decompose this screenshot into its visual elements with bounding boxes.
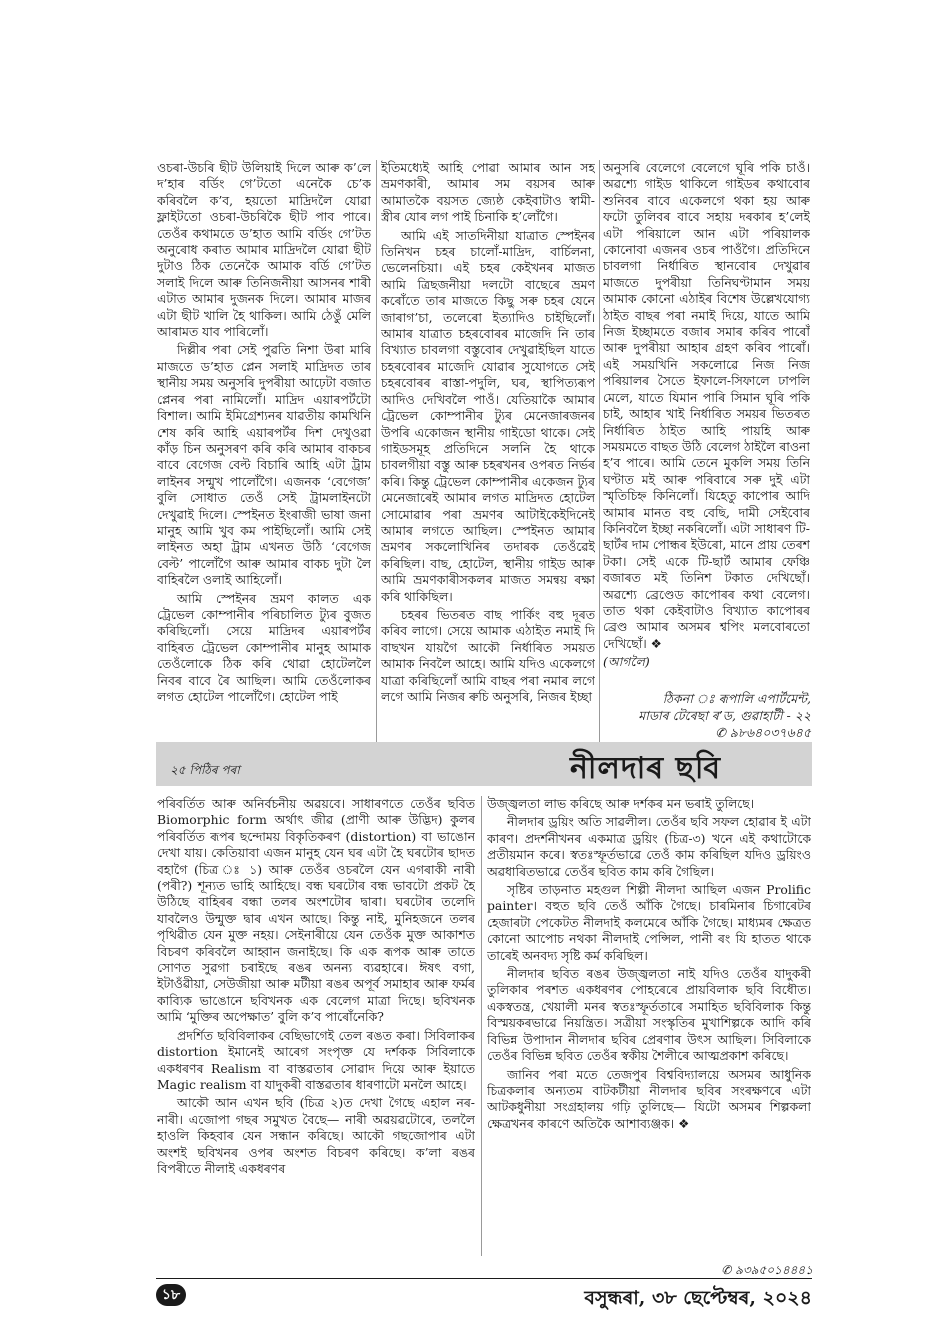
footer-rule [156, 1278, 812, 1279]
paragraph: ওচৰা-উচৰি ছীট উলিয়াই দিলে আৰু ক’লে দ’হাৰ বৰ্ডিং গে’টতো এনেকৈ চে’ক কৰিবলৈ ক’ব, হয়তো মাদ্রিদলৈ যোৱা ফ্লাইটতো ওচৰা-উচৰিকৈ ছীট পাব পাৰে। তেওঁৰ কথামতে ড’হাত আমি বৰ্ডিং গে’টত অনুৰোধ কৰাত আমাৰ মাদ্রিদলৈ যোৱা ছীট দুটাও ঠিক তেনেকৈ আমাক বৰ্ডি গে’টত সলাই দিলে আৰু তিনিজনীয়া আসনৰ শাৰী এটাত আমাৰ দুজনক দিলে। আমাৰ মাজৰ এটা ছীট খালি হৈ থাকিল। আমি ঠেঙুঁ মেলি আৰামত যাব পাৰিলোঁ। [157, 160, 371, 340]
paragraph: নীলদাৰ ড্রয়িং অতি সাৱলীল। তেওঁৰ ছবি সফল হোৱাৰ ই এটা কাৰণ। প্রদৰ্শনীখনৰ একমাত্র ড্রয়িং (চিত্র-৩) খনে এই কথাটোকে প্রতীয়মান কৰে। স্বতঃস্ফূৰ্তভাৱে তেওঁ কাম কৰিছিল যদিও ড্রয়িংও অৱধাৰিতভাৱে তেওঁৰ ছবিত কাম কৰি গৈছিল। [487, 814, 811, 879]
article-column-1 [157, 160, 371, 750]
column-divider [481, 796, 482, 1256]
continued-note: (আগলৈ) [603, 654, 650, 670]
paragraph: অনুসৰি বেলেগে বেলেগে ঘূৰি পকি চাওঁ। অৱশ্যে গাইড থাকিলে গাইডৰ কথাবোৰ শুনিবৰ বাবে একেলগে থকা হয় আৰু ফটো তুলিবৰ বাবে সহায় দৰকাৰ হ’লেই এটা পৰিয়ালে আন এটা পৰিয়ালক কোনোবা এজনৰ ওচৰ পাওঁগৈ। প্রতিদিনে চাবলগা নিৰ্ধাৰিত স্থানবোৰ দেখুৱাৰ মাজতে দুপৰীয়া তিনিঘণ্টামান সময় আমাক কোনো এঠাইৰ বিশেষ উল্লেখযোগ্য ঠাইত বাছৰ পৰা নমাই দিয়ে, যাতে আমি নিজ ইচ্ছামতে বজাৰ সমাৰ কৰিব পাৰোঁ আৰু দুপৰীয়া আহাৰ গ্ৰহণ কৰিব পাৰোঁ। এই সময়খিনি সকলোৱে নিজ নিজ পৰিয়ালৰ সৈতে ইফালে-সিফালে ঢাপলি মেলে, যাতে যিমান পাৰি সিমান ঘূৰি পকি চাই, আহাৰ খাই নিৰ্ধাৰিত সময়ৰ ভিতৰত নিৰ্ধাৰিত ঠাইত আহি পায়হি আৰু সময়মতে বাছত উঠি বেলেগ ঠাইলৈ ৰাওনা হ’ব পাৰে। আমি তেনে মুকলি সময় তিনি ঘণ্টাত মই আৰু পৰিবাৰে সৰু দুই এটা স্মৃতিচিহ্ন কিনিলোঁ। যিহেতু কাপোৰ আদি আমাৰ মানত বহু বেছি, দামী সেইবোৰ কিনিবলৈ ইচ্ছা নকৰিলোঁ। এটা সাধাৰণ টি-ছাৰ্টৰ দাম পোন্ধৰ ইউৰো, মানে প্রায় তেৰশ টকা। সেই একে টি-ছাৰ্ট আমাৰ ফেঞ্চি বজাৰত মই তিনিশ টকাত দেখিছোঁ। অৱশ্যে ব্রেণ্ডেড কাপোৰৰ কথা বেলেগ। তাত থকা কেইবাটাও বিখ্যাত কাপোৰৰ ব্রেণ্ড আমাৰ অসমৰ শ্বপিং মলবোৰতো দেখিছোঁ। ❖ [603, 160, 810, 651]
paragraph: দিল্লীৰ পৰা সেই পুৱতি নিশা উৰা মাৰি মাজতে ড’হাত প্লেন সলাই মাদ্রিদত তাৰ স্থানীয় সময় অনুসৰি দুপৰীয়া আঢ়েটা বজাত প্লেনৰ পৰা নামিলোঁ। মাদ্রিদ এয়াৰপৰ্টটো বিশাল। আমি ইমিগ্রেশ্যনৰ যাৱতীয় কামখিনি শেষ কৰি আহি এয়াৰপৰ্টৰ দিশ দেখুওৱা কাঁড় চিন অনুসৰণ কৰি কৰি আমাৰ বাকচৰ বাবে বেগেজ বেল্ট বিচাৰি আহি এটা ট্রাম লাইনৰ সন্মুখ পালোঁগৈ। এজনক ‘বেগেজ’ বুলি সোধাত তেওঁ সেই ট্রামলাইনটো দেখুৱাই দিলে। স্পেইনত ইংৰাজী ভাষা জনা মানুহ আমি খুব কম পাইছিলোঁ। আমি সেই লাইনত অহা ট্রাম এখনত উঠি ‘বেগেজ বেল্ট’ পালোঁগৈ আৰু আমাৰ বাকচ দুটা লৈ বাহিৰলৈ ওলাই আহিলোঁ। [157, 342, 371, 588]
author-phone: ✆ ৯৩৯৫০১৪৪৪১ [721, 1263, 813, 1277]
paragraph: আকৌ আন এখন ছবি (চিত্র ২)ত দেখা গৈছে এহাল নৰ-নাৰী। এজোপা গছৰ সমুখত বৈছে— নাৰী অৱয়ৱটোৰে, তললৈ হাওলি কিহবাৰ যেন সন্ধান কৰিছে। আকৌ গছজোপাৰ এটা অংশই ছবিখনৰ ওপৰ অংশত বিচৰণ কৰিছে। ক’লা ৰঙৰ বিপৰীতে নীলাই একধৰণৰ [157, 1095, 475, 1176]
author-address [603, 690, 811, 741]
paragraph: প্রদৰ্শিত ছবিবিলাকৰ বেছিভাগেই তেল ৰঙত কৰা। সিবিলাকৰ distortion ইমানেই আৰেগ সংপৃক্ত যে দৰ্শকক সিবিলাকে একধৰণৰ Realism বা বাস্তৱতাৰ সোৱাদ দিয়ে আৰু ইয়াতে Magic realism বা যাদুকৰী বাস্তৱতাৰ ধাৰণাটো মনলৈ আহে। [157, 1027, 475, 1092]
address-line: মাডাৰ টেৰেছা ৰ’ড, গুৱাহাটী - ২২ [638, 708, 811, 723]
article-column-2 [381, 160, 595, 750]
paragraph: জানিব পৰা মতে তেজপুৰ বিশ্ববিদ্যালয়ে অসমৰ আধুনিক চিত্রকলাৰ অন্যতম বাটকটীয়া নীলদাৰ ছবিৰ সংৰক্ষণৰে এটা আটকধুনীয়া সংগ্ৰহালয় গঢ়ি তুলিছে— যিটো অসমৰ শিল্পকলা ক্ষেত্ৰখনৰ কাৰণে অতিকৈ আশাব্যঞ্জক। ❖ [487, 1066, 811, 1131]
paragraph: সৃষ্টিৰ তাড়নাত মহগুল শিল্পী নীলদা আছিল এজন Prolific painter। বহুত ছবি তেওঁ আঁকি গৈছে। চাৰমিনাৰ চিগাৰেটৰ হেজাৰটা পেকেটত নীলদাই কলমেৰে আঁকি গৈছে। মাধ্যমৰ ক্ষেত্রত কোনো আপোচ নথকা নীলদাই পেন্সিল, পানী ৰং যি হাতত থাকে তাৰেই অনবদ্য সৃষ্টি কৰ্ম কৰিছিল। [487, 882, 811, 963]
page-number: ১৮ [156, 1284, 186, 1306]
paragraph: ইতিমধ্যেই আহি পোৱা আমাৰ আন সহ ভ্ৰমণকাৰী, আমাৰ সম বয়সৰ আৰু আমাতকৈ বয়সত জ্যেষ্ঠ কেইবাটাও স্বামী-স্ত্রীৰ যোৰ লগ পাই চিনাকি হ’লোঁগৈ। [381, 160, 595, 225]
article-column-3 [603, 160, 810, 680]
address-line: ঠিকনা ঃ ৰূপালি এপাৰ্টমেন্ট, [662, 691, 811, 706]
publication-footer: বসুন্ধৰা, ৩৮ ছেপ্টেম্বৰ, ২০২৪ [584, 1287, 812, 1309]
paragraph: পৰিবৰ্তিত আৰু অনিৰ্বচনীয় অৱয়বে। সাধাৰণতে তেওঁৰ ছবিত Biomorphic form অৰ্থাৎ জীৱ (প্রাণী আৰু উদ্ভিদ) কুলৰ পৰিবৰ্তিত ৰূপৰ ছন্দোময় বিকৃতিকৰণ (distortion) বা ভাঙোন দেখা যায়। কেতিয়াবা এজন মানুহ যেন ঘৰ এটা হৈ ঘৰটোৰ ছাদত বহাগৈ (চিত্র ঃ ১) আৰু তেওঁৰ ওচৰলৈ যেন এগৰাকী নাৰী (পৰী?) শূন্যত ভাহি আহিছে। বন্ধ ঘৰটোৰ বন্ধ ভাবটো প্রকট হৈ উঠিছে বাহিৰৰ বন্ধা তলৰ অংশটোৰ দ্বাৰা। ঘৰটোৰ তলেদি যাবলৈও উন্মুক্ত দ্বাৰ এখন আছে। কিন্তু নাই, মুনিহজনে তলৰ পৃথিৱীত যেন মুক্ত নহয়। সেইনাৰীয়ে যেন তেওঁক মুক্ত আকাশত বিচৰণ কৰিবলৈ আহ্বান জনাইছে। কি এক ৰূপক আৰু তাতে সোণত সুৱগা চৰাইছে ৰঙৰ অনন্য ব্যৱহাৰে। ঈষৎ বগা, ইটাওঁৱীয়া, সেউজীয়া আৰু মটীয়া ৰঙৰ অপূৰ্ব সমাহাৰ আৰু ফৰ্মৰ কাব্যিক ভাঙোনে ছবিখনক এক বেলেগ মাত্রা দিছে। ছবিখনক আমি ‘মুক্তিৰ অপেক্ষাত’ বুলি ক’ব পাৰোঁনেকি? [157, 796, 475, 1025]
author-phone: ✆ ৯৮৬৪০৩৭৬৪৫ [715, 725, 811, 740]
article-title: নীলদাৰ ছবি [570, 751, 722, 786]
column-divider [599, 160, 600, 742]
column-divider [376, 160, 377, 742]
article-column-4 [157, 796, 475, 1256]
article-banner [156, 742, 812, 786]
paragraph: আমি স্পেইনৰ ভ্ৰমণ কালত এক ট্রেভেল কোম্পানীৰ পৰিচালিত ট্যুৰ বুজত কৰিছিলোঁ। সেয়ে মাদ্রিদৰ এয়াৰপৰ্টৰ বাহিৰত ট্রেভেল কোম্পানীৰ মানুহ আমাক তেওঁলোকে ঠিক কৰি থোৱা হোটেললৈ নিবৰ বাবে ৰৈ আছিল। আমি তেওঁলোকৰ লগত হোটেল পালোঁগৈ। হোটেল পাই [157, 590, 371, 704]
paragraph: আমি এই সাতদিনীয়া যাত্রাত স্পেইনৰ তিনিখন চহৰ চালোঁ-মাদ্রিদ, বাৰ্চিলনা, ভেলেনচিয়া। এই চহৰ কেইখনৰ মাজত আমি ত্রিছজনীয়া দলটো বাছেৰে ভ্ৰমণ কৰোঁতে তাৰ মাজতে কিছু সৰু চহৰ যেনে জাৰাগ’চা, তলেৰো ইত্যাদিও চাইছিলোঁ। আমাৰ যাত্রাত চহৰবোৰৰ মাজেদি নি তাৰ বিখ্যাত চাবলগা বস্তুবোৰ দেখুৱাইছিল যাতে চহৰবোৰৰ মাজেদি যোৱাৰ সুযোগতে সেই চহৰবোৰৰ ৰাস্তা-পদুলি, ঘৰ, স্থাপিত্যৰূপ আদিও দেখিবলৈ পাওঁ। যেতিয়াকৈ আমাৰ ট্রেভেল কোম্পানীৰ ট্যুৰ মেনেজাৰজনৰ উপৰি একোজন স্থানীয় গাইডো থাকে। সেই গাইডসমূহ প্রতিদিনে সলনি হৈ থাকে চাবলগীয়া বস্তু আৰু চহৰখনৰ ওপৰত নিৰ্ভৰ কৰি। কিন্তু ট্রেভেল কোম্পানীৰ একেজন ট্যুৰ মেনেজাৰেই আমাৰ লগত মাদ্রিদত হোটেল সোমোৱাৰ পৰা ভ্ৰমণৰ আটাইকেইদিনেই আমাৰ লগতে আছিল। স্পেইনত আমাৰ ভ্ৰমণৰ সকলোখিনিৰ তদাৰক তেওঁৱেই কৰিছিল। বাছ, হোটেল, স্থানীয় গাইড আৰু আমি ভ্ৰমণকাৰীসকলৰ মাজত সমন্বয় ৰক্ষা কৰি থাকিছিল। [381, 227, 595, 604]
paragraph: নীলদাৰ ছবিত ৰঙৰ উজ্জ্বলতা নাই যদিও তেওঁৰ যাদুকৰী তুলিকাৰ পৰশত একধৰণৰ পোহৰেৰে প্রায়বিলাক ছবি বিধৌত। একস্বতন্ত্র, খেয়ালী মনৰ স্বতঃস্ফূৰ্ততাৰে সমাহিত ছবিবিলাক কিন্তু বিস্ময়কৰভাৱে নিয়ন্ত্রিত। সত্রীয়া সংস্কৃতিৰ মুখাশিল্পকে আদি কৰি বিভিন্ন উপাদান নীলদাৰ ছবিৰ প্রেৰণাৰ উৎস আছিল। সিবিলাকে তেওঁৰ বিভিন্ন ছবিত তেওঁৰ স্বকীয় শৈলীৰে আত্মপ্রকাশ কৰিছে। [487, 966, 811, 1064]
continuation-note: ২৫ পিঠিৰ পৰা [170, 763, 240, 777]
paragraph: চহৰৰ ভিতৰত বাছ পাৰ্কিং বহু দূৰত কৰিব লাগে। সেয়ে আমাক এঠাইত নমাই দি বাছখন যায়গৈ আকৌ নিৰ্ধাৰিত সময়ত আমাক নিবলৈ আহে। আমি যদিও একেলগে যাত্রা কৰিছিলোঁ আমি বাছৰ পৰা নমাৰ লগে লগে আমি নিজৰ ৰুচি অনুসৰি, নিজৰ ইচ্ছা [381, 606, 595, 704]
article-column-5 [487, 796, 811, 1226]
paragraph: উজ্জ্বলতা লাভ কৰিছে আৰু দৰ্শকৰ মন ভৰাই তুলিছে। [487, 796, 755, 811]
